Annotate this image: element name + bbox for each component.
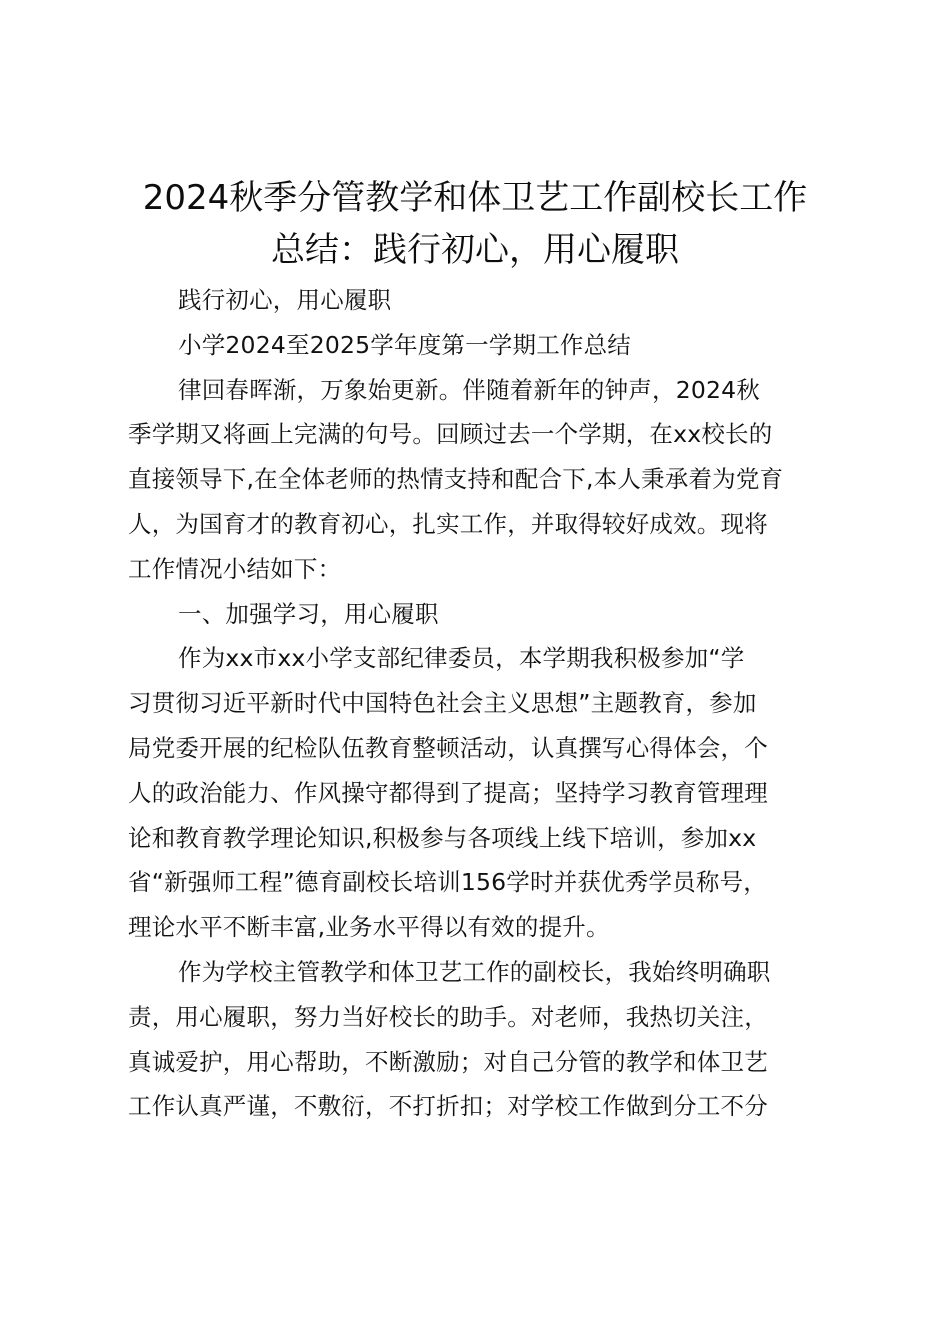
para2-line-5: 论和教育教学理论知识,积极参与各项线上线下培训，参加xx	[128, 823, 757, 852]
paragraph-3	[128, 950, 840, 1129]
subtitle-paragraph: 践行初心，用心履职	[178, 286, 392, 314]
intro-line-3: 直接领导下,在全体老师的热情支持和配合下,本人秉承着为党育	[128, 465, 784, 494]
para2-line-7: 理论水平不断丰富,业务水平得以有效的提升。	[128, 913, 610, 942]
para2-line-6: 省“新强师工程”德育副校长培训156学时并获优秀学员称号，	[128, 868, 768, 897]
document-title	[110, 172, 840, 276]
para2-line-4: 人的政治能力、作风操守都得到了提高；坚持学习教育管理理	[128, 778, 768, 807]
document-body	[128, 278, 840, 1129]
para3-line-2: 责，用心履职，努力当好校长的助手。对老师，我热切关注，	[128, 1002, 768, 1031]
intro-line-1: 律回春晖渐，万象始更新。伴随着新年的钟声，2024秋	[178, 375, 761, 404]
para2-line-2: 习贯彻习近平新时代中国特色社会主义思想”主题教育，参加	[128, 689, 757, 718]
para2-line-3: 局党委开展的纪检队伍教育整顿活动，认真撰写心得体会，个	[128, 733, 768, 762]
section-1-title: 一、加强学习，用心履职	[178, 599, 439, 628]
heading-paragraph: 小学2024至2025学年度第一学期工作总结	[178, 330, 632, 359]
intro-line-4: 人，为国育才的教育初心，扎实工作，并取得较好成效。现将	[128, 509, 768, 538]
title-line-1: 2024秋季分管教学和体卫艺工作副校长工作	[142, 178, 808, 218]
para3-line-3: 真诚爱护，用心帮助，不断激励；对自己分管的教学和体卫艺	[128, 1047, 768, 1076]
para2-line-1: 作为xx市xx小学支部纪律委员，本学期我积极参加“学	[178, 644, 745, 673]
title-line-2: 总结：践行初心，用心履职	[271, 230, 679, 270]
para3-line-4: 工作认真严谨，不敷衍，不打折扣；对学校工作做到分工不分	[128, 1092, 768, 1121]
intro-line-5: 工作情况小结如下：	[128, 554, 342, 583]
intro-paragraph	[128, 368, 840, 592]
para3-line-1: 作为学校主管教学和体卫艺工作的副校长，我始终明确职	[178, 957, 771, 986]
paragraph-2	[128, 636, 840, 950]
intro-line-2: 季学期又将画上完满的句号。回顾过去一个学期，在xx校长的	[128, 420, 773, 449]
